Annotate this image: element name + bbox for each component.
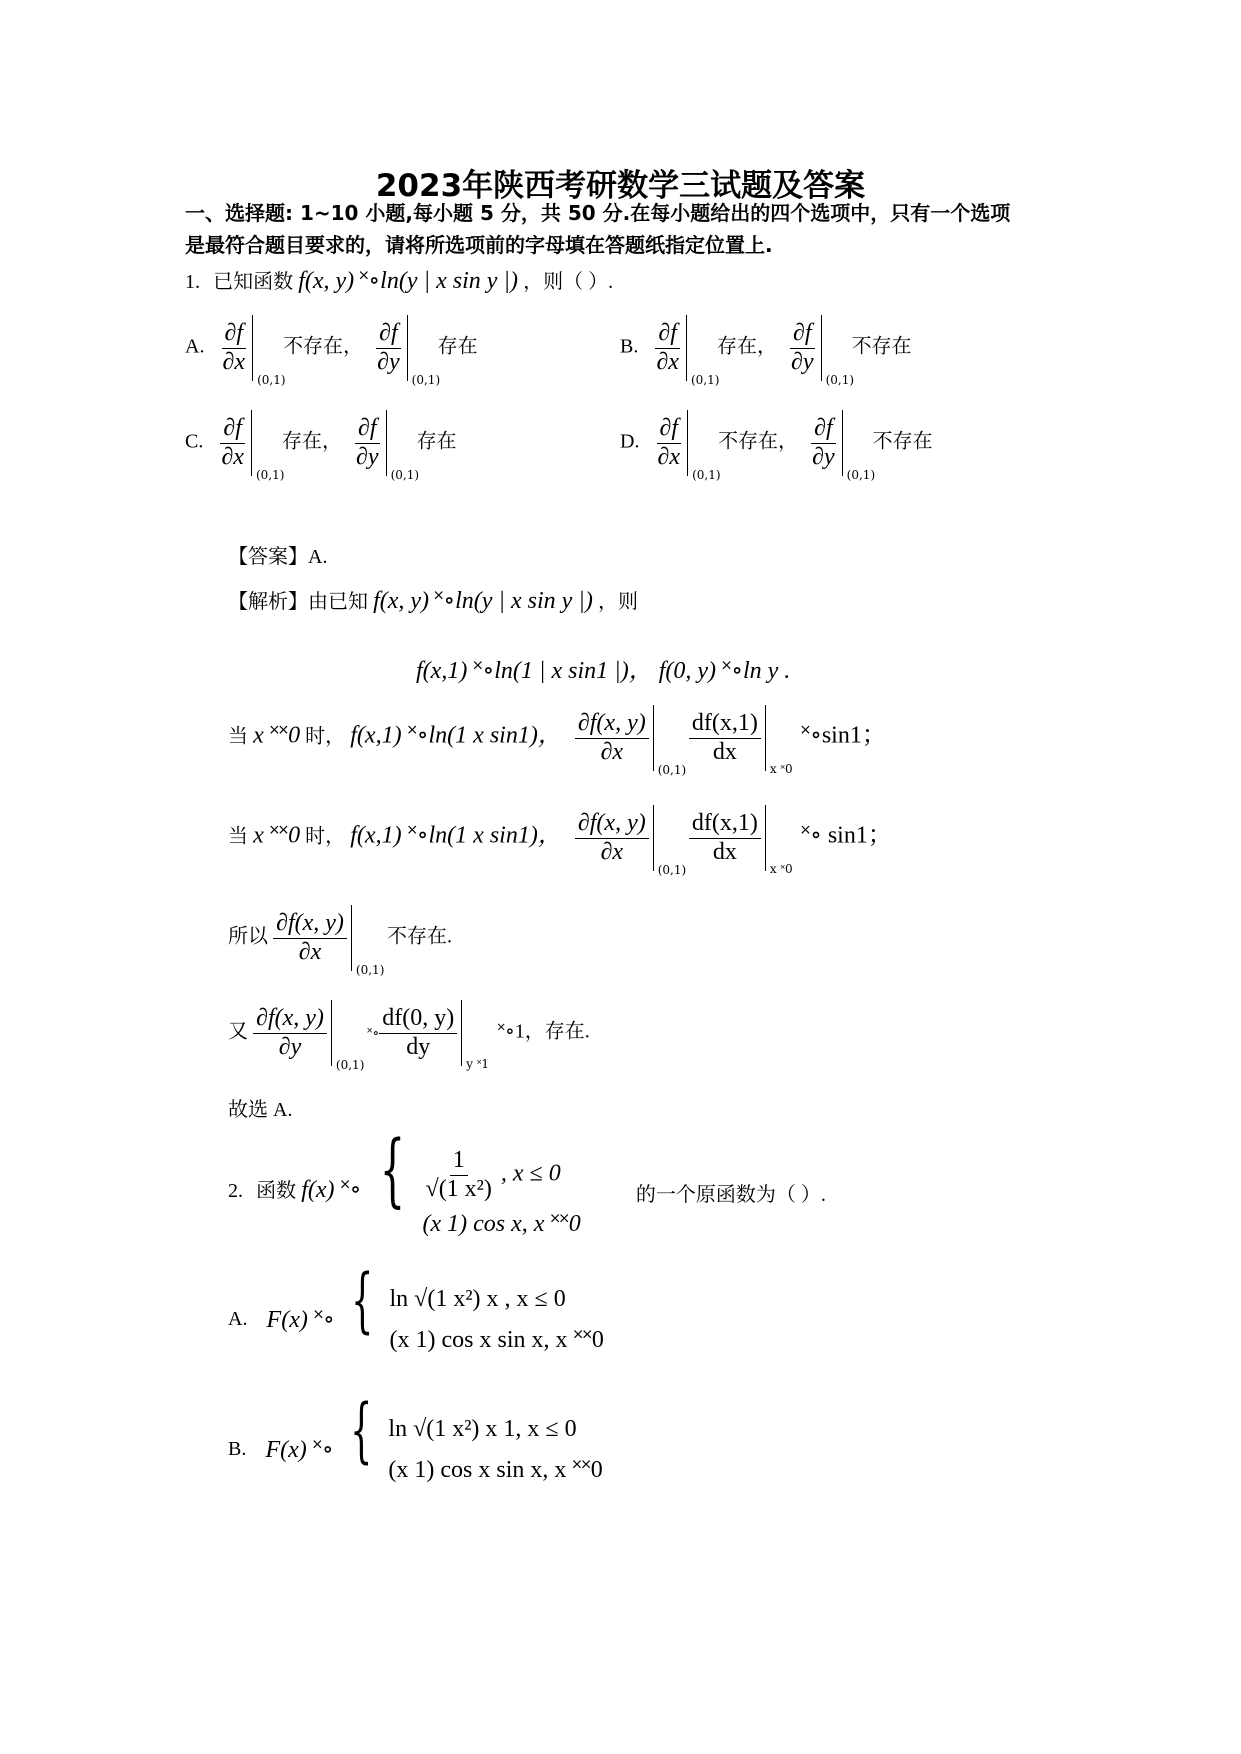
case-bottom: (x 1) cos x, x ˟˟0: [422, 1211, 581, 1238]
eval-bar: (0,1): [653, 705, 654, 771]
option-d: [620, 410, 933, 482]
case-top: ln √(1 x²) x 1, x ≤ 0: [388, 1415, 577, 1442]
option-label: D.: [620, 430, 640, 453]
partial-x-fraction: $\frac{\partial f}{\partial x}$: [221, 414, 244, 470]
case-cond: x ˟˟0: [253, 722, 301, 749]
option-text: 不存在: [872, 430, 933, 453]
eval-bar: (0,1): [331, 1000, 332, 1066]
partial-y-fraction: $\frac{\partial f}{\partial y}$: [377, 319, 400, 375]
eval-bar: (0,1): [407, 315, 408, 381]
case-bottom: (x 1) cos x sin x, x ˟˟0: [389, 1326, 604, 1353]
eval-bar: (0,1): [821, 315, 822, 381]
option-func: F(x) ˟∘: [265, 1437, 334, 1463]
option-a: [185, 315, 478, 387]
partial-fraction: $\frac{\partial f(x, y)}{\partial x}$: [575, 710, 649, 766]
option-text: 不存在，: [718, 430, 799, 453]
centered-formula: f(x,1) ˟∘ln(1 | x sin1 |)， f(0, y) ˟∘ln y .: [416, 658, 791, 684]
eval-bar: x ˟0: [765, 705, 766, 771]
so-prefix: 所以: [228, 925, 268, 948]
function-expr: f(x, y): [298, 268, 355, 294]
partial-x-fraction: $\frac{\partial f}{\partial x}$: [657, 414, 681, 470]
case-1: [228, 705, 886, 777]
eval-bar: y ˟1: [461, 1000, 462, 1066]
case-func: f(x,1) ˟∘ln(1 x sin1)，: [350, 722, 562, 749]
question-suffix: ，则（ ）.: [523, 271, 614, 293]
option-label: A.: [228, 1308, 248, 1330]
eval-bar: (0,1): [252, 315, 253, 381]
option-text: 存在: [416, 430, 457, 453]
left-brace: {: [379, 1123, 405, 1216]
case-prefix: 当: [228, 725, 248, 748]
case-top-cond: , x ≤ 0: [500, 1160, 561, 1187]
option-func: F(x) ˟∘: [266, 1307, 335, 1333]
so-suffix: 不存在.: [387, 925, 453, 948]
option-text: 不存在，: [283, 335, 364, 358]
option-text: 存在，: [716, 335, 777, 358]
function-expr: f(x) ˟∘: [301, 1177, 362, 1203]
case-when: 时，: [305, 825, 346, 848]
case-cond: x ˟˟0: [253, 822, 301, 849]
option-text: 存在，: [281, 430, 342, 453]
partial-fraction: $\frac{\partial f(x, y)}{\partial y}$: [253, 1005, 327, 1061]
question-number: 2.: [228, 1180, 243, 1202]
eval-bar: (0,1): [351, 905, 352, 971]
question-prefix: 已知函数: [213, 271, 294, 293]
partial-fraction: $\frac{\partial f(x, y)}{\partial x}$: [575, 810, 649, 866]
so-line: [228, 905, 453, 977]
derivative-fraction: $\frac{df(x,1)}{dx}$: [689, 810, 761, 866]
option-c: [185, 410, 457, 482]
case-prefix: 当: [228, 825, 248, 848]
q2-option-a: [228, 1259, 604, 1354]
eval-bar: (0,1): [653, 805, 654, 871]
case-top: ln √(1 x²) x , x ≤ 0: [389, 1285, 566, 1312]
case-func: f(x,1) ˟∘ln(1 x sin1)，: [350, 822, 562, 849]
eval-bar: (0,1): [686, 315, 687, 381]
again-line: 又 $\frac{\partial f(x, y)}{\partial y}$ (0,1) ˟∘ $\frac{df(0, y)}{dy}$ y ˟1 ˟∘1，存在.: [228, 1000, 590, 1066]
section-instructions-line2: 是最符合题目要求的，请将所选项前的字母填在答题纸指定位置上.: [185, 233, 773, 257]
again-prefix: 又: [228, 1020, 248, 1043]
question-suffix: 的一个原函数为（ ）.: [635, 1184, 826, 1206]
eval-bar: (0,1): [842, 410, 843, 476]
function-def: ˟∘ln(y | x sin y |): [359, 268, 518, 294]
case-top-fraction: $\frac{1}{\text{√(1 x²)}}$: [425, 1146, 492, 1202]
partial-x-fraction: $\frac{\partial f}{\partial x}$: [222, 319, 246, 375]
partial-x-fraction: $\frac{\partial f}{\partial x}$: [656, 319, 679, 375]
option-label: B.: [228, 1438, 247, 1460]
derivative-fraction: $\frac{df(x,1)}{dx}$: [689, 710, 761, 766]
eval-bar: (0,1): [251, 410, 252, 476]
piecewise-cases: [388, 1416, 602, 1484]
analysis-eq: ˟∘ln(y | x sin y |): [434, 588, 593, 614]
partial-fraction: $\frac{\partial f(x, y)}{\partial x}$: [273, 910, 347, 966]
eval-bar: (0,1): [386, 410, 387, 476]
piecewise-cases: [423, 1147, 581, 1238]
section-instructions-line1: 一、选择题: 1~10 小题,每小题 5 分，共 50 分.在每小题给出的四个选项中，只有一个选项: [185, 201, 1011, 225]
analysis-func: f(x, y): [373, 588, 430, 614]
analysis-suffix: ，则: [598, 591, 638, 613]
analysis-prefix: 【解析】由已知: [228, 591, 368, 613]
question-number: 1.: [185, 271, 200, 293]
option-label: B.: [620, 335, 639, 358]
partial-y-fraction: $\frac{\partial f}{\partial y}$: [791, 319, 814, 375]
eval-bar: x ˟0: [765, 805, 766, 871]
left-brace: {: [349, 1389, 373, 1471]
question-prefix: 函数: [256, 1180, 297, 1202]
option-b: [620, 315, 912, 387]
case-2: [228, 805, 892, 877]
option-text: 存在: [437, 335, 478, 358]
case-when: 时，: [305, 725, 346, 748]
partial-y-fraction: $\frac{\partial f}{\partial y}$: [356, 414, 379, 470]
answer: 【答案】A.: [228, 546, 328, 568]
analysis-line: [228, 585, 638, 615]
eval-bar: (0,1): [687, 410, 688, 476]
left-brace: {: [351, 1259, 374, 1341]
option-label: C.: [185, 430, 204, 453]
case-result: ˟∘sin1；: [800, 722, 886, 749]
option-label: A.: [185, 335, 205, 358]
question-1-stem: [185, 265, 613, 295]
case-bottom: (x 1) cos x sin x, x ˟˟0: [388, 1456, 603, 1483]
page-title: 2023年陕西考研数学三试题及答案: [375, 168, 866, 204]
q2-option-b: [228, 1389, 603, 1484]
piecewise-cases: [390, 1286, 604, 1354]
question-2: [228, 1123, 826, 1238]
again-suffix: ˟∘1，存在.: [497, 1020, 590, 1043]
partial-y-fraction: $\frac{\partial f}{\partial y}$: [812, 414, 835, 470]
case-result: ˟∘ sin1；: [800, 822, 892, 849]
conclusion: 故选 A.: [228, 1099, 293, 1121]
option-text: 不存在: [851, 335, 912, 358]
derivative-fraction: $\frac{df(0, y)}{dy}$: [379, 1005, 457, 1061]
